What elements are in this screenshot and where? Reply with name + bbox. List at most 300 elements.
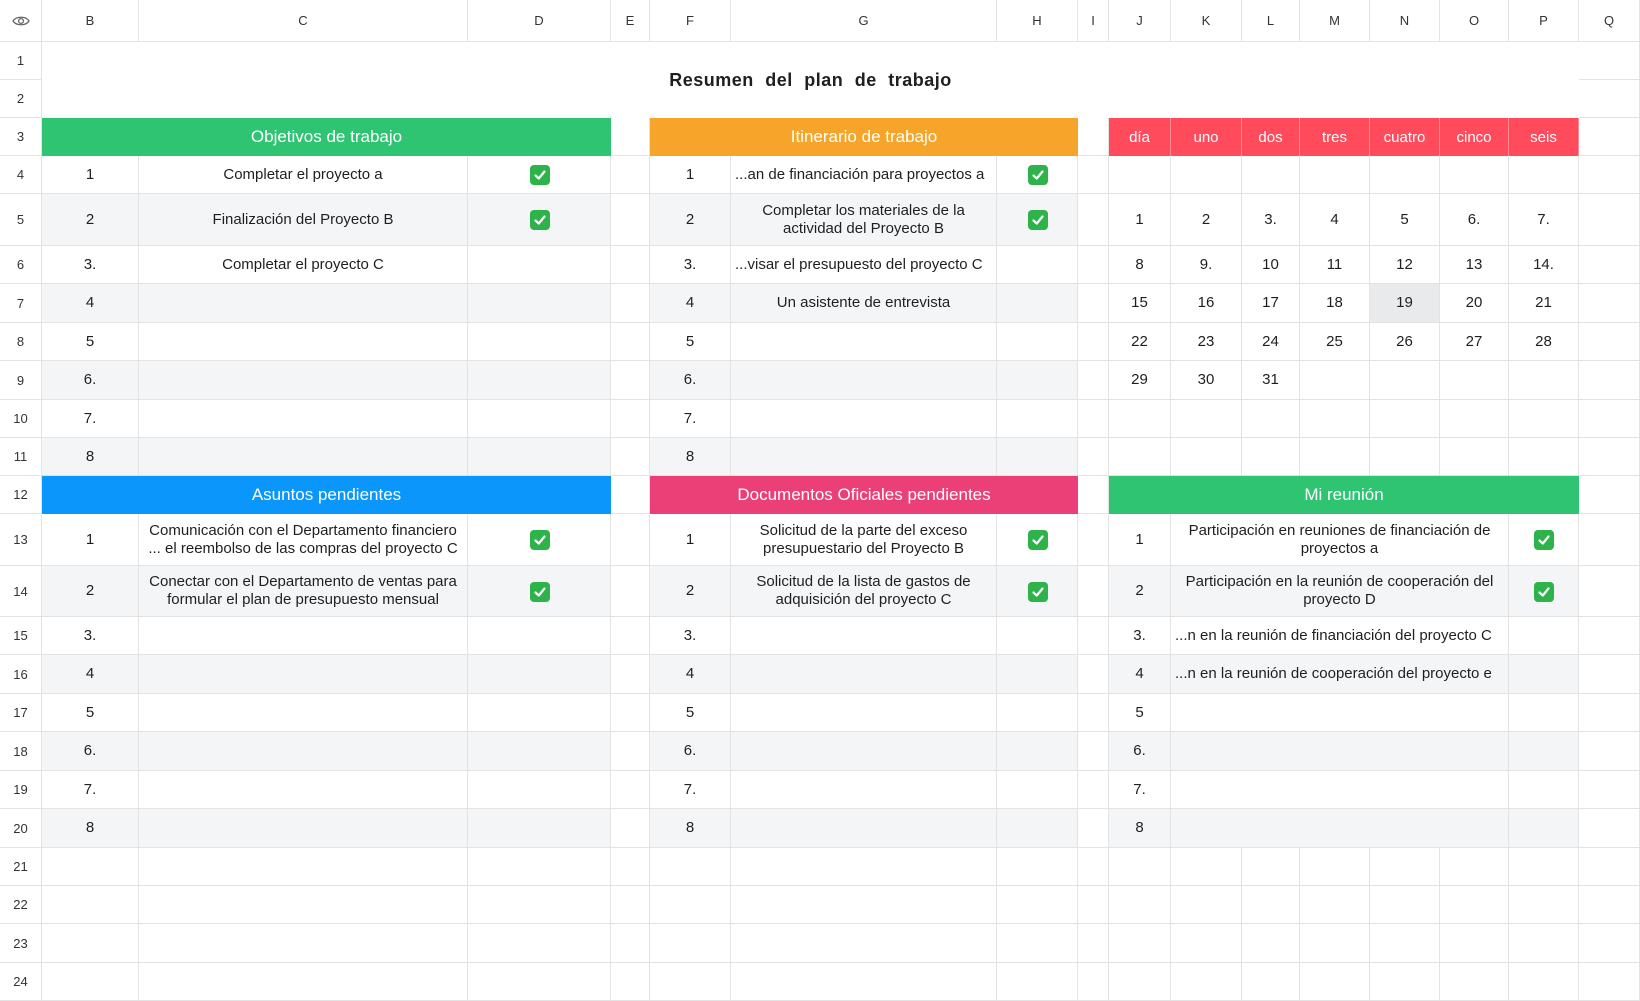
asuntos-item-text[interactable] — [139, 771, 468, 809]
reunion-item-number[interactable]: 7. — [1109, 771, 1171, 809]
empty-cell[interactable] — [139, 848, 468, 886]
asuntos-item-text[interactable]: Conectar con el Departamento de ventas para formular el plan de presupuesto mensual — [139, 566, 468, 617]
row-header-13[interactable]: 13 — [0, 514, 42, 566]
itinerario-item-text[interactable] — [731, 438, 997, 476]
itinerario-item-status[interactable] — [997, 284, 1078, 323]
asuntos-section-header[interactable]: Asuntos pendientes — [42, 476, 611, 514]
documentos-item-number[interactable]: 6. — [650, 732, 731, 771]
calendar-weekday-header[interactable]: dos — [1242, 118, 1300, 156]
itinerario-item-number[interactable]: 5 — [650, 323, 731, 361]
column-header-c[interactable]: C — [139, 0, 468, 42]
empty-cell[interactable] — [1579, 514, 1640, 566]
empty-cell[interactable] — [139, 963, 468, 1001]
empty-cell[interactable] — [731, 924, 997, 963]
calendar-day-cell[interactable] — [1300, 438, 1370, 476]
column-header-p[interactable]: P — [1509, 0, 1579, 42]
calendar-day-cell[interactable] — [1171, 438, 1242, 476]
empty-cell[interactable] — [1078, 361, 1109, 400]
empty-cell[interactable] — [611, 732, 650, 771]
objetivos-item-number[interactable]: 1 — [42, 156, 139, 194]
empty-cell[interactable] — [1370, 924, 1440, 963]
column-header-q[interactable]: Q — [1579, 0, 1640, 42]
documentos-item-status[interactable] — [997, 771, 1078, 809]
documentos-item-text[interactable]: Solicitud de la parte del exceso presupuestario del Proyecto B — [731, 514, 997, 566]
empty-cell[interactable] — [1579, 323, 1640, 361]
itinerario-item-text[interactable]: Completar los materiales de la actividad del Proyecto B — [731, 194, 997, 246]
empty-cell[interactable] — [611, 655, 650, 694]
empty-cell[interactable] — [997, 963, 1078, 1001]
documentos-item-status[interactable] — [997, 694, 1078, 732]
calendar-day-cell[interactable]: 28 — [1509, 323, 1579, 361]
calendar-day-cell[interactable] — [1242, 438, 1300, 476]
row-header-17[interactable]: 17 — [0, 694, 42, 732]
calendar-day-cell[interactable]: 20 — [1440, 284, 1509, 323]
column-header-g[interactable]: G — [731, 0, 997, 42]
empty-cell[interactable] — [1078, 246, 1109, 284]
empty-cell[interactable] — [611, 156, 650, 194]
calendar-day-cell[interactable] — [1370, 156, 1440, 194]
documentos-item-number[interactable]: 3. — [650, 617, 731, 655]
empty-cell[interactable] — [1242, 963, 1300, 1001]
column-header-n[interactable]: N — [1370, 0, 1440, 42]
reunion-item-text[interactable]: ...n en la reunión de cooperación del proyecto e — [1171, 655, 1509, 694]
empty-cell[interactable] — [1579, 924, 1640, 963]
itinerario-item-number[interactable]: 2 — [650, 194, 731, 246]
empty-cell[interactable] — [1370, 848, 1440, 886]
empty-cell[interactable] — [1078, 732, 1109, 771]
empty-cell[interactable] — [1579, 118, 1640, 156]
empty-cell[interactable] — [731, 886, 997, 924]
calendar-day-cell[interactable] — [1171, 156, 1242, 194]
calendar-day-cell[interactable] — [1109, 156, 1171, 194]
column-header-l[interactable]: L — [1242, 0, 1300, 42]
row-header-1[interactable]: 1 — [0, 42, 42, 80]
documentos-item-text[interactable] — [731, 617, 997, 655]
itinerario-item-status[interactable] — [997, 400, 1078, 438]
empty-cell[interactable] — [1579, 80, 1640, 118]
asuntos-item-text[interactable] — [139, 655, 468, 694]
asuntos-item-number[interactable]: 1 — [42, 514, 139, 566]
reunion-item-text[interactable] — [1171, 809, 1509, 848]
calendar-day-cell[interactable]: 16 — [1171, 284, 1242, 323]
calendar-day-cell[interactable] — [1370, 361, 1440, 400]
calendar-weekday-header[interactable]: cuatro — [1370, 118, 1440, 156]
documentos-item-text[interactable] — [731, 771, 997, 809]
itinerario-item-number[interactable]: 6. — [650, 361, 731, 400]
reunion-item-status[interactable] — [1509, 809, 1579, 848]
documentos-item-number[interactable]: 5 — [650, 694, 731, 732]
empty-cell[interactable] — [42, 963, 139, 1001]
empty-cell[interactable] — [1579, 617, 1640, 655]
empty-cell[interactable] — [650, 848, 731, 886]
calendar-day-cell[interactable] — [1109, 400, 1171, 438]
calendar-day-cell[interactable]: 7. — [1509, 194, 1579, 246]
empty-cell[interactable] — [468, 886, 611, 924]
calendar-day-cell[interactable]: 26 — [1370, 323, 1440, 361]
empty-cell[interactable] — [1579, 655, 1640, 694]
objetivos-item-number[interactable]: 6. — [42, 361, 139, 400]
empty-cell[interactable] — [611, 438, 650, 476]
empty-cell[interactable] — [1171, 924, 1242, 963]
objetivos-item-number[interactable]: 7. — [42, 400, 139, 438]
reunion-item-status[interactable] — [1509, 771, 1579, 809]
empty-cell[interactable] — [650, 886, 731, 924]
empty-cell[interactable] — [611, 848, 650, 886]
empty-cell[interactable] — [1078, 924, 1109, 963]
asuntos-item-text[interactable] — [139, 617, 468, 655]
empty-cell[interactable] — [611, 246, 650, 284]
objetivos-item-text[interactable]: Completar el proyecto a — [139, 156, 468, 194]
row-header-4[interactable]: 4 — [0, 156, 42, 194]
calendar-day-cell[interactable]: 24 — [1242, 323, 1300, 361]
objetivos-item-status[interactable] — [468, 246, 611, 284]
calendar-day-cell[interactable]: 31 — [1242, 361, 1300, 400]
empty-cell[interactable] — [1078, 809, 1109, 848]
reunion-item-text[interactable]: Participación en la reunión de cooperación del proyecto D — [1171, 566, 1509, 617]
empty-cell[interactable] — [611, 924, 650, 963]
calendar-day-cell[interactable]: 4 — [1300, 194, 1370, 246]
row-header-21[interactable]: 21 — [0, 848, 42, 886]
column-header-m[interactable]: M — [1300, 0, 1370, 42]
empty-cell[interactable] — [611, 771, 650, 809]
empty-cell[interactable] — [1509, 963, 1579, 1001]
documentos-item-status[interactable] — [997, 732, 1078, 771]
asuntos-item-status[interactable] — [468, 655, 611, 694]
empty-cell[interactable] — [611, 886, 650, 924]
row-header-16[interactable]: 16 — [0, 655, 42, 694]
documentos-item-number[interactable]: 4 — [650, 655, 731, 694]
reunion-item-status[interactable] — [1509, 694, 1579, 732]
empty-cell[interactable] — [1509, 924, 1579, 963]
empty-cell[interactable] — [650, 963, 731, 1001]
empty-cell[interactable] — [42, 924, 139, 963]
asuntos-item-number[interactable]: 5 — [42, 694, 139, 732]
documentos-item-status[interactable] — [997, 655, 1078, 694]
empty-cell[interactable] — [611, 566, 650, 617]
objetivos-item-status[interactable] — [468, 400, 611, 438]
column-header-h[interactable]: H — [997, 0, 1078, 42]
row-header-3[interactable]: 3 — [0, 118, 42, 156]
itinerario-item-status[interactable] — [997, 438, 1078, 476]
column-header-f[interactable]: F — [650, 0, 731, 42]
documentos-item-number[interactable]: 8 — [650, 809, 731, 848]
empty-cell[interactable] — [1078, 771, 1109, 809]
calendar-weekday-header[interactable]: cinco — [1440, 118, 1509, 156]
row-header-19[interactable]: 19 — [0, 771, 42, 809]
asuntos-item-text[interactable]: Comunicación con el Departamento financiero ... el reembolso de las compras del proyecto C — [139, 514, 468, 566]
calendar-day-cell[interactable]: 22 — [1109, 323, 1171, 361]
asuntos-item-number[interactable]: 2 — [42, 566, 139, 617]
empty-cell[interactable] — [611, 963, 650, 1001]
empty-cell[interactable] — [1171, 963, 1242, 1001]
reunion-item-text[interactable] — [1171, 732, 1509, 771]
empty-cell[interactable] — [1078, 323, 1109, 361]
asuntos-item-status[interactable] — [468, 617, 611, 655]
empty-cell[interactable] — [1078, 694, 1109, 732]
empty-cell[interactable] — [1440, 963, 1509, 1001]
documentos-item-text[interactable] — [731, 655, 997, 694]
empty-cell[interactable] — [731, 963, 997, 1001]
calendar-day-cell[interactable] — [1242, 156, 1300, 194]
itinerario-item-number[interactable]: 1 — [650, 156, 731, 194]
asuntos-item-status[interactable] — [468, 694, 611, 732]
column-header-k[interactable]: K — [1171, 0, 1242, 42]
calendar-day-cell[interactable]: 8 — [1109, 246, 1171, 284]
objetivos-item-text[interactable]: Finalización del Proyecto B — [139, 194, 468, 246]
itinerario-item-number[interactable]: 7. — [650, 400, 731, 438]
empty-cell[interactable] — [1242, 924, 1300, 963]
calendar-day-cell[interactable]: 13 — [1440, 246, 1509, 284]
documentos-item-status[interactable] — [997, 617, 1078, 655]
row-header-6[interactable]: 6 — [0, 246, 42, 284]
calendar-day-cell[interactable]: 3. — [1242, 194, 1300, 246]
documentos-section-header[interactable]: Documentos Oficiales pendientes — [650, 476, 1078, 514]
calendar-day-cell[interactable]: 12 — [1370, 246, 1440, 284]
calendar-day-cell[interactable] — [1440, 156, 1509, 194]
row-header-5[interactable]: 5 — [0, 194, 42, 246]
row-header-2[interactable]: 2 — [0, 80, 42, 118]
empty-cell[interactable] — [1078, 566, 1109, 617]
empty-cell[interactable] — [1579, 694, 1640, 732]
empty-cell[interactable] — [1078, 476, 1109, 514]
calendar-day-cell[interactable] — [1300, 156, 1370, 194]
empty-cell[interactable] — [650, 924, 731, 963]
asuntos-item-number[interactable]: 8 — [42, 809, 139, 848]
itinerario-section-header[interactable]: Itinerario de trabajo — [650, 118, 1078, 156]
empty-cell[interactable] — [1509, 886, 1579, 924]
empty-cell[interactable] — [1579, 809, 1640, 848]
empty-cell[interactable] — [997, 848, 1078, 886]
documentos-item-text[interactable] — [731, 809, 997, 848]
itinerario-item-status[interactable] — [997, 361, 1078, 400]
itinerario-item-text[interactable] — [731, 323, 997, 361]
calendar-day-cell[interactable] — [1300, 361, 1370, 400]
calendar-day-cell[interactable] — [1370, 438, 1440, 476]
objetivos-item-text[interactable] — [139, 323, 468, 361]
calendar-day-cell[interactable] — [1440, 438, 1509, 476]
row-header-20[interactable]: 20 — [0, 809, 42, 848]
calendar-day-cell[interactable]: 27 — [1440, 323, 1509, 361]
asuntos-item-text[interactable] — [139, 809, 468, 848]
empty-cell[interactable] — [42, 886, 139, 924]
empty-cell[interactable] — [1078, 963, 1109, 1001]
calendar-day-cell[interactable]: 21 — [1509, 284, 1579, 323]
objetivos-item-text[interactable]: Completar el proyecto C — [139, 246, 468, 284]
itinerario-item-number[interactable]: 3. — [650, 246, 731, 284]
empty-cell[interactable] — [611, 194, 650, 246]
asuntos-item-number[interactable]: 3. — [42, 617, 139, 655]
row-header-24[interactable]: 24 — [0, 963, 42, 1001]
calendar-day-cell[interactable]: 15 — [1109, 284, 1171, 323]
row-header-11[interactable]: 11 — [0, 438, 42, 476]
empty-cell[interactable] — [1440, 924, 1509, 963]
itinerario-item-status[interactable] — [997, 246, 1078, 284]
reunion-item-number[interactable]: 8 — [1109, 809, 1171, 848]
reunion-item-number[interactable]: 5 — [1109, 694, 1171, 732]
empty-cell[interactable] — [1370, 886, 1440, 924]
calendar-day-cell[interactable]: 18 — [1300, 284, 1370, 323]
empty-cell[interactable] — [1579, 732, 1640, 771]
calendar-weekday-header[interactable]: uno — [1171, 118, 1242, 156]
empty-cell[interactable] — [611, 514, 650, 566]
empty-cell[interactable] — [611, 694, 650, 732]
empty-cell[interactable] — [1579, 476, 1640, 514]
documentos-item-number[interactable]: 2 — [650, 566, 731, 617]
empty-cell[interactable] — [1579, 246, 1640, 284]
column-header-o[interactable]: O — [1440, 0, 1509, 42]
documentos-item-number[interactable]: 1 — [650, 514, 731, 566]
row-header-23[interactable]: 23 — [0, 924, 42, 963]
objetivos-item-number[interactable]: 4 — [42, 284, 139, 323]
page-title[interactable]: Resumen del plan de trabajo — [42, 42, 1579, 118]
empty-cell[interactable] — [1579, 438, 1640, 476]
calendar-day-cell[interactable]: 25 — [1300, 323, 1370, 361]
empty-cell[interactable] — [42, 848, 139, 886]
row-header-18[interactable]: 18 — [0, 732, 42, 771]
itinerario-item-number[interactable]: 8 — [650, 438, 731, 476]
calendar-day-cell[interactable]: 2 — [1171, 194, 1242, 246]
column-header-e[interactable]: E — [611, 0, 650, 42]
calendar-day-cell[interactable] — [1509, 400, 1579, 438]
reunion-item-number[interactable]: 2 — [1109, 566, 1171, 617]
empty-cell[interactable] — [139, 886, 468, 924]
row-header-22[interactable]: 22 — [0, 886, 42, 924]
empty-cell[interactable] — [611, 284, 650, 323]
row-header-9[interactable]: 9 — [0, 361, 42, 400]
calendar-day-cell[interactable]: 11 — [1300, 246, 1370, 284]
calendar-day-cell[interactable]: 1 — [1109, 194, 1171, 246]
empty-cell[interactable] — [1579, 194, 1640, 246]
asuntos-item-status[interactable] — [468, 732, 611, 771]
objetivos-item-number[interactable]: 2 — [42, 194, 139, 246]
empty-cell[interactable] — [611, 476, 650, 514]
calendar-day-cell[interactable] — [1300, 400, 1370, 438]
empty-cell[interactable] — [1579, 566, 1640, 617]
empty-cell[interactable] — [468, 924, 611, 963]
itinerario-item-text[interactable]: ...visar el presupuesto del proyecto C — [731, 246, 997, 284]
empty-cell[interactable] — [1579, 963, 1640, 1001]
objetivos-item-text[interactable] — [139, 400, 468, 438]
calendar-day-cell[interactable] — [1370, 400, 1440, 438]
asuntos-item-text[interactable] — [139, 732, 468, 771]
empty-cell[interactable] — [1440, 848, 1509, 886]
empty-cell[interactable] — [1078, 284, 1109, 323]
empty-cell[interactable] — [1370, 963, 1440, 1001]
reunion-item-status[interactable] — [1509, 655, 1579, 694]
reunion-item-number[interactable]: 6. — [1109, 732, 1171, 771]
itinerario-item-status[interactable] — [997, 323, 1078, 361]
itinerario-item-text[interactable] — [731, 361, 997, 400]
itinerario-item-number[interactable]: 4 — [650, 284, 731, 323]
documentos-item-text[interactable] — [731, 694, 997, 732]
calendar-day-cell[interactable] — [1109, 438, 1171, 476]
reunion-item-text[interactable]: Participación en reuniones de financiación de proyectos a — [1171, 514, 1509, 566]
calendar-day-cell[interactable] — [1509, 361, 1579, 400]
empty-cell[interactable] — [1078, 118, 1109, 156]
empty-cell[interactable] — [611, 323, 650, 361]
empty-cell[interactable] — [1300, 963, 1370, 1001]
row-header-10[interactable]: 10 — [0, 400, 42, 438]
calendar-weekday-header[interactable]: día — [1109, 118, 1171, 156]
asuntos-item-number[interactable]: 6. — [42, 732, 139, 771]
empty-cell[interactable] — [1579, 771, 1640, 809]
empty-cell[interactable] — [1109, 963, 1171, 1001]
calendar-day-cell[interactable] — [1242, 400, 1300, 438]
empty-cell[interactable] — [1300, 848, 1370, 886]
empty-cell[interactable] — [1579, 361, 1640, 400]
empty-cell[interactable] — [468, 963, 611, 1001]
reunion-item-text[interactable] — [1171, 694, 1509, 732]
column-header-i[interactable]: I — [1078, 0, 1109, 42]
empty-cell[interactable] — [1300, 886, 1370, 924]
reunion-section-header[interactable]: Mi reunión — [1109, 476, 1579, 514]
calendar-day-cell[interactable]: 17 — [1242, 284, 1300, 323]
objetivos-item-status[interactable] — [468, 438, 611, 476]
reunion-item-text[interactable]: ...n en la reunión de financiación del proyecto C — [1171, 617, 1509, 655]
empty-cell[interactable] — [611, 118, 650, 156]
empty-cell[interactable] — [1078, 848, 1109, 886]
row-header-15[interactable]: 15 — [0, 617, 42, 655]
empty-cell[interactable] — [1242, 848, 1300, 886]
empty-cell[interactable] — [1109, 924, 1171, 963]
empty-cell[interactable] — [1078, 617, 1109, 655]
empty-cell[interactable] — [1171, 848, 1242, 886]
documentos-item-text[interactable]: Solicitud de la lista de gastos de adquisición del proyecto C — [731, 566, 997, 617]
empty-cell[interactable] — [611, 809, 650, 848]
calendar-day-cell[interactable]: 5 — [1370, 194, 1440, 246]
calendar-day-cell[interactable] — [1509, 156, 1579, 194]
objetivos-item-number[interactable]: 3. — [42, 246, 139, 284]
empty-cell[interactable] — [1078, 655, 1109, 694]
objetivos-item-status[interactable] — [468, 284, 611, 323]
asuntos-item-status[interactable] — [468, 771, 611, 809]
calendar-day-cell[interactable]: 19 — [1370, 284, 1440, 323]
empty-cell[interactable] — [1109, 886, 1171, 924]
asuntos-item-number[interactable]: 4 — [42, 655, 139, 694]
empty-cell[interactable] — [1078, 194, 1109, 246]
empty-cell[interactable] — [1509, 848, 1579, 886]
objetivos-item-status[interactable] — [468, 323, 611, 361]
reunion-item-status[interactable] — [1509, 732, 1579, 771]
objetivos-item-text[interactable] — [139, 284, 468, 323]
column-header-j[interactable]: J — [1109, 0, 1171, 42]
calendar-day-cell[interactable] — [1509, 438, 1579, 476]
reunion-item-number[interactable]: 1 — [1109, 514, 1171, 566]
calendar-day-cell[interactable]: 10 — [1242, 246, 1300, 284]
row-header-12[interactable]: 12 — [0, 476, 42, 514]
itinerario-item-text[interactable] — [731, 400, 997, 438]
reunion-item-number[interactable]: 4 — [1109, 655, 1171, 694]
empty-cell[interactable] — [1078, 156, 1109, 194]
calendar-day-cell[interactable] — [1440, 400, 1509, 438]
eye-icon[interactable] — [0, 0, 42, 42]
empty-cell[interactable] — [468, 848, 611, 886]
objetivos-item-number[interactable]: 8 — [42, 438, 139, 476]
empty-cell[interactable] — [997, 886, 1078, 924]
empty-cell[interactable] — [1579, 400, 1640, 438]
empty-cell[interactable] — [1242, 886, 1300, 924]
calendar-day-cell[interactable]: 9. — [1171, 246, 1242, 284]
empty-cell[interactable] — [1440, 886, 1509, 924]
documentos-item-text[interactable] — [731, 732, 997, 771]
reunion-item-text[interactable] — [1171, 771, 1509, 809]
calendar-day-cell[interactable]: 14. — [1509, 246, 1579, 284]
asuntos-item-text[interactable] — [139, 694, 468, 732]
objetivos-item-text[interactable] — [139, 438, 468, 476]
empty-cell[interactable] — [1579, 886, 1640, 924]
calendar-day-cell[interactable]: 29 — [1109, 361, 1171, 400]
asuntos-item-status[interactable] — [468, 809, 611, 848]
